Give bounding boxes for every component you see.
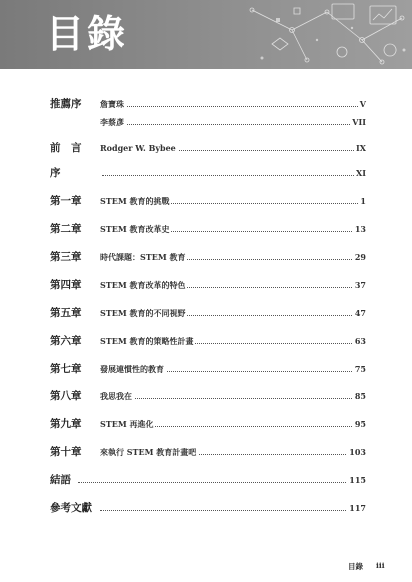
toc-entry-chapter-7[interactable] bbox=[0, 362, 412, 376]
leader-dots bbox=[100, 510, 360, 511]
toc-entry-chapter-4[interactable] bbox=[0, 278, 412, 292]
page-title: 目錄 bbox=[46, 12, 129, 56]
toc-entry-chapter-5[interactable] bbox=[0, 306, 412, 320]
toc-label: 參考文獻 bbox=[50, 502, 92, 514]
toc-page-number: 63 bbox=[354, 336, 366, 346]
toc-label: 第六章 bbox=[50, 335, 82, 347]
toc-page-number: 37 bbox=[354, 280, 366, 290]
toc-page-number: VII bbox=[352, 117, 366, 127]
toc-title: 我思我在 bbox=[100, 391, 132, 401]
toc-page-number: XI bbox=[356, 168, 366, 178]
toc-label: 第四章 bbox=[50, 279, 82, 291]
toc-page-number: V bbox=[359, 99, 366, 109]
footer-page-number: iii bbox=[376, 561, 385, 570]
toc-entry-chapter-9[interactable] bbox=[0, 417, 412, 431]
toc-entry-chapter-8[interactable] bbox=[0, 389, 412, 403]
toc-label: 第五章 bbox=[50, 307, 82, 319]
leader-dots bbox=[102, 398, 360, 399]
toc-title: 李蔡彥 bbox=[100, 117, 124, 127]
toc-page-number: IX bbox=[356, 143, 366, 153]
toc-label: 第一章 bbox=[50, 195, 82, 207]
toc-label: 第三章 bbox=[50, 251, 82, 263]
leader-dots bbox=[102, 175, 360, 176]
toc-entry-chapter-1[interactable] bbox=[0, 194, 412, 208]
toc-page-number: 117 bbox=[349, 503, 366, 513]
toc-label: 第七章 bbox=[50, 363, 82, 375]
toc-title: STEM 教育的挑戰 bbox=[100, 196, 170, 206]
toc-title: 詹寶珠 bbox=[100, 99, 124, 109]
toc-label: 推薦序 bbox=[50, 98, 82, 110]
toc-page-number: 29 bbox=[354, 252, 366, 262]
toc-label: 第二章 bbox=[50, 223, 82, 235]
toc-label: 序 bbox=[50, 167, 61, 179]
toc-entry-chapter-6[interactable] bbox=[0, 334, 412, 348]
toc-page-number: 115 bbox=[349, 475, 366, 485]
toc-title: 來執行 STEM 教育計畫吧 bbox=[100, 447, 197, 457]
toc-entry-conclusion[interactable] bbox=[0, 473, 412, 487]
toc-entry-preface[interactable] bbox=[0, 141, 412, 155]
toc-entry-chapter-10[interactable] bbox=[0, 445, 412, 459]
toc-label: 第十章 bbox=[50, 446, 82, 458]
toc-page-number: 75 bbox=[354, 364, 366, 374]
toc-title: 時代課題：STEM 教育 bbox=[100, 252, 186, 262]
toc-title: STEM 教育的策略性計畫 bbox=[100, 336, 194, 346]
toc-entry-references[interactable] bbox=[0, 501, 412, 515]
toc-label: 第九章 bbox=[50, 418, 82, 430]
toc-title: Rodger W. Bybee bbox=[100, 143, 176, 153]
toc-page-number: 85 bbox=[354, 391, 366, 401]
toc-title: STEM 教育的不同視野 bbox=[100, 308, 186, 318]
footer-section-label: 目錄 bbox=[348, 562, 363, 571]
toc-entry-chapter-3[interactable] bbox=[0, 250, 412, 264]
toc-page-number: 47 bbox=[354, 308, 366, 318]
toc-page-number: 95 bbox=[354, 419, 366, 429]
toc-page-number: 1 bbox=[360, 196, 366, 206]
toc-entry-introduction[interactable] bbox=[0, 166, 412, 180]
leader-dots bbox=[102, 106, 360, 107]
toc-entry-chapter-2[interactable] bbox=[0, 222, 412, 236]
toc-label: 前 言 bbox=[50, 142, 82, 154]
toc-page-number: 13 bbox=[354, 224, 366, 234]
toc-entry-foreword-2[interactable] bbox=[0, 115, 412, 129]
toc-title: STEM 教育改革的特色 bbox=[100, 280, 186, 290]
toc-label: 第八章 bbox=[50, 390, 82, 402]
toc-title: 發展連慣性的教育 bbox=[100, 364, 164, 374]
leader-dots bbox=[78, 482, 360, 483]
leader-dots bbox=[102, 124, 360, 125]
toc-page-number: 103 bbox=[349, 447, 366, 457]
toc-title: STEM 教育改革史 bbox=[100, 224, 170, 234]
toc-entry-foreword-1[interactable] bbox=[0, 97, 412, 111]
toc-label: 結語 bbox=[50, 474, 71, 486]
toc-title: STEM 再進化 bbox=[100, 419, 154, 429]
